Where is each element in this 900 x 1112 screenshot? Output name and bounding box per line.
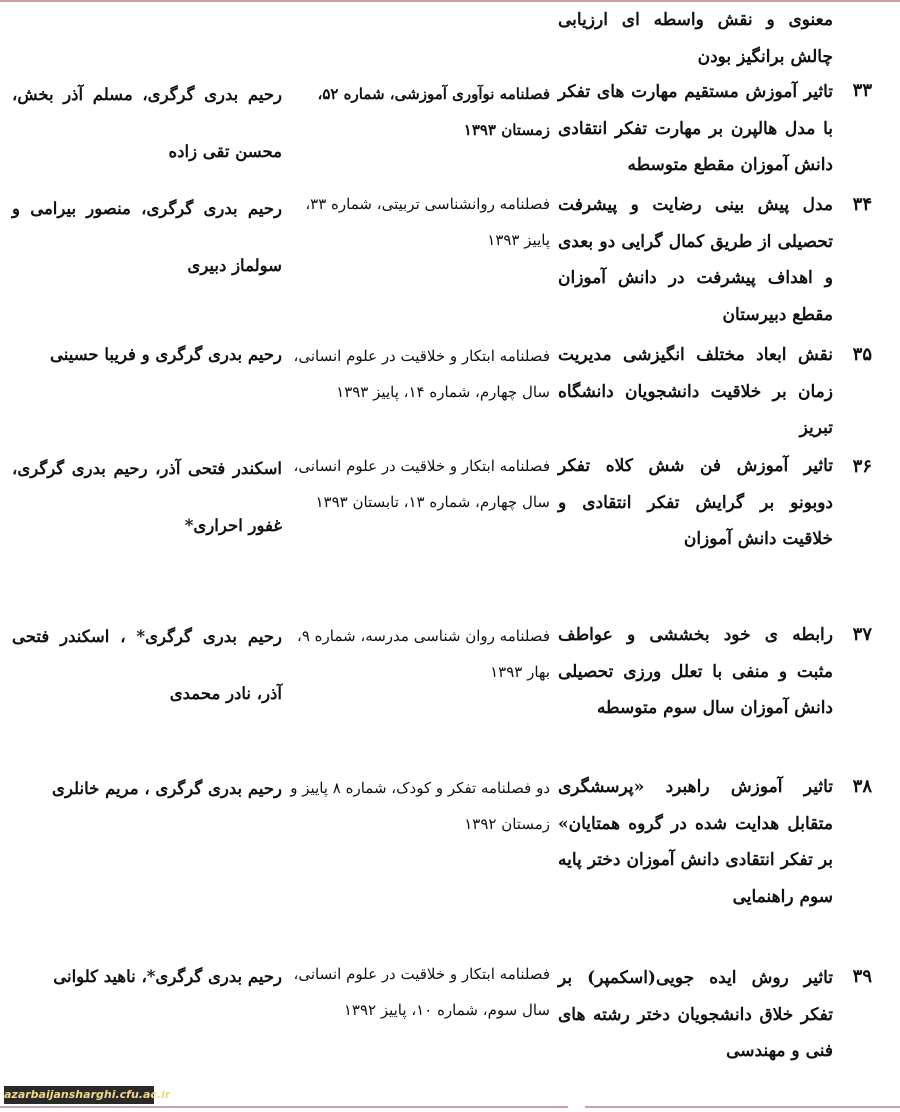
row-authors: رحیم بدری گرگری، منصور بیرامی و سولماز دبیری xyxy=(12,199,282,275)
row-title: تاثیر آموزش راهبرد «پرسشگری متقابل هدایت شده در گروه همتایان» بر تفکر انتقادی دانش آموزان دختر پایه سوم راهنمایی xyxy=(558,777,833,907)
row-title: نقش ابعاد مختلف انگیزشی مدیریت زمان بر خلاقیت دانشجویان دانشگاه تبریز xyxy=(558,345,833,438)
row-authors: رحیم بدری گرگری* ، اسکندر فتحی آذر، نادر محمدی xyxy=(12,627,282,703)
row-title: تاثیر روش ایده جویی(اسکمپر) بر تفکر خلاق دانشجویان دختر رشته های فنی و مهندسی xyxy=(558,968,833,1061)
row-number: ۳۳ xyxy=(852,80,872,101)
row-publication: فصلنامه ابتکار و خلاقیت در علوم انسانی، سال چهارم، شماره ۱۴، پاییز ۱۳۹۳ xyxy=(293,347,550,401)
row-publication: فصلنامه نوآوری آموزشی، شماره ۵۲، زمستان ۱۳۹۳ xyxy=(317,85,550,139)
row-publication: فصلنامه روانشناسی تربیتی، شماره ۳۳، پاییز ۱۳۹۳ xyxy=(305,195,550,249)
site-watermark: azarbaijansharghi.cfu.ac.ir xyxy=(4,1086,154,1104)
row-publication: دو فصلنامه تفکر و کودک، شماره ۸ پاییز و زمستان ۱۳۹۲ xyxy=(290,779,550,833)
row-title: معنوی و نقش واسطه ای ارزیابی چالش برانگیز بودن xyxy=(558,10,833,67)
row-authors: رحیم بدری گرگری ، مریم خانلری xyxy=(52,779,282,798)
row-publication: فصلنامه ابتکار و خلاقیت در علوم انسانی، سال سوم، شماره ۱۰، پاییز ۱۳۹۲ xyxy=(293,965,550,1019)
row-number: ۳۴ xyxy=(852,194,872,215)
row-title: مدل پیش بینی رضایت و پیشرفت تحصیلی از طریق کمال گرایی دو بعدی و اهداف پیشرفت در دانش آموزان مقطع دبیرستان xyxy=(558,195,833,325)
row-authors: رحیم بدری گرگری و فریبا حسینی xyxy=(49,345,282,364)
row-title: رابطه ی خود بخششی و عواطف مثبت و منفی با تعلل ورزی تحصیلی دانش آموزان سال سوم متوسطه xyxy=(558,625,833,718)
row-authors: رحیم بدری گرگری، مسلم آذر بخش، محسن تقی زاده xyxy=(12,85,282,161)
row-number: ۳۸ xyxy=(852,776,872,797)
row-number: ۳۹ xyxy=(852,966,872,987)
row-publication: فصلنامه ابتکار و خلاقیت در علوم انسانی، سال چهارم، شماره ۱۳، تابستان ۱۳۹۳ xyxy=(293,457,550,511)
row-number: ۳۵ xyxy=(852,344,872,365)
row-number: ۳۷ xyxy=(852,624,872,645)
bottom-rule-right xyxy=(585,1106,900,1108)
row-authors: رحیم بدری گرگری*، ناهید کلوانی xyxy=(53,967,282,986)
row-title: تاثیر آموزش فن شش کلاه تفکر دوبونو بر گرایش تفکر انتقادی و خلاقیت دانش آموزان xyxy=(558,456,833,549)
bottom-rule-left xyxy=(0,1106,568,1108)
row-publication: فصلنامه روان شناسی مدرسه، شماره ۹، بهار ۱۳۹۳ xyxy=(297,627,550,681)
row-title: تاثیر آموزش مستقیم مهارت های تفکر با مدل هالپرن بر مهارت تفکر انتقادی دانش آموزان مقطع متوسطه xyxy=(558,82,833,175)
row-number: ۳۶ xyxy=(852,456,872,477)
row-authors: اسکندر فتحی آذر، رحیم بدری گرگری، غفور احراری* xyxy=(12,459,282,535)
